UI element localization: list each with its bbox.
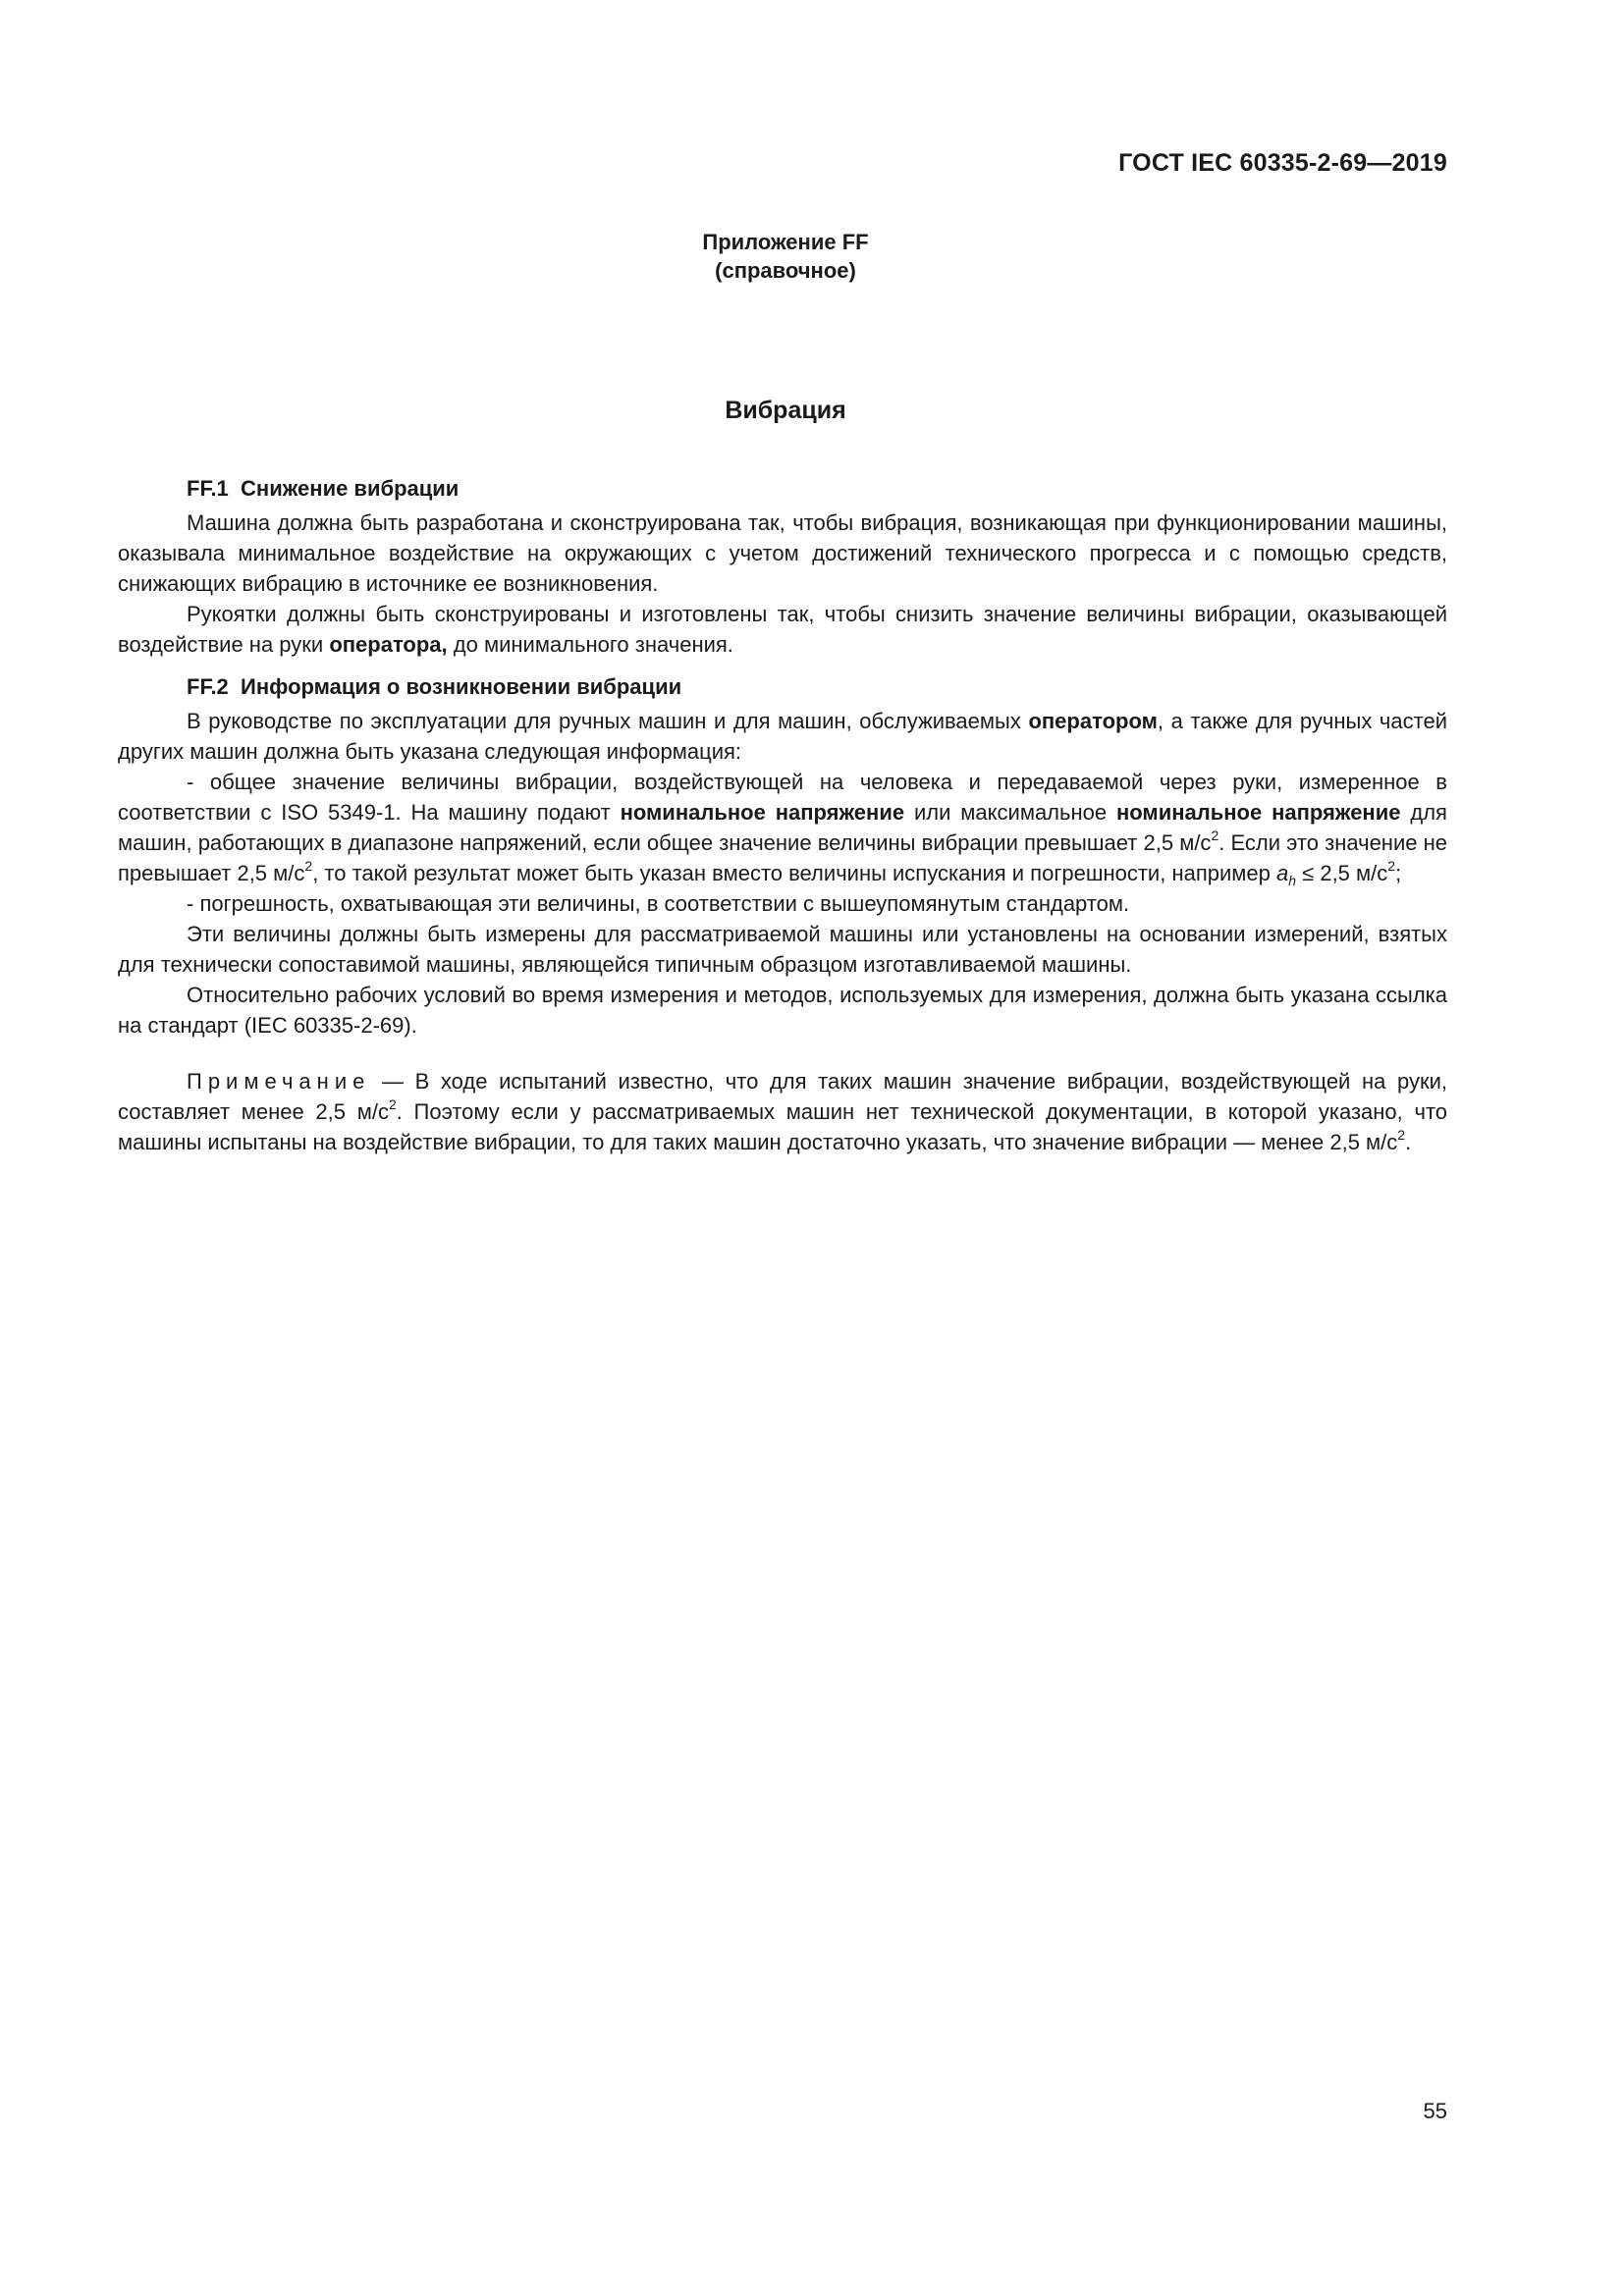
defined-term: оператором: [1028, 709, 1158, 733]
standard-designation: ГОСТ IEC 60335-2-69—2019: [1118, 149, 1447, 177]
section-title: Информация о возникновении вибрации: [241, 674, 682, 699]
section-number: FF.1: [187, 476, 229, 501]
section-number: FF.2: [187, 674, 229, 699]
paragraph: Эти величины должны быть измерены для рассматриваемой машины или установлены на основании измерений, взятых для технически сопоставимой машины, являющейся типичным образцом изготавливаемой машины.: [118, 922, 1447, 977]
paragraph: Относительно рабочих условий во время измерения и методов, используемых для измерения, должна быть указана ссылка на стандарт (IEC 60335-2-69).: [118, 983, 1447, 1038]
appendix-heading: [0, 228, 1571, 285]
list-item: - погрешность, охватывающая эти величины, в соответствии с вышеупомянутым стандартом.: [187, 891, 1130, 916]
variable: a: [1275, 861, 1289, 885]
appendix-type: (справочное): [715, 258, 856, 283]
defined-term: номинальное напряжение: [620, 800, 905, 825]
section-heading-ff1: [118, 473, 1447, 504]
section-title: Снижение вибрации: [241, 476, 460, 501]
note-label: Примечание: [187, 1069, 371, 1094]
note: Примечание — В ходе испытаний известно, что для таких машин значение вибрации, воздействующей на руки, составляет менее 2,5 $м/с^2$. Поэтому если у рассматриваемых машин нет технической документации, в которой указано, что машины испытаны на воздействие вибрации, то для таких машин достаточно указать, что значение вибрации — менее 2,5 $м/с^2$.: [118, 1069, 1448, 1154]
appendix-label: Приложение FF: [702, 230, 869, 254]
paragraph: Машина должна быть разработана и сконструирована так, чтобы вибрация, возникающая при функционировании машины, оказывала минимальное воздействие на окружающих с учетом достижений технического прогресса и с помощью средств, снижающих вибрацию в источнике ее возникновения.: [118, 510, 1447, 596]
paragraph: Рукоятки должны быть сконструированы и изготовлены так, чтобы снизить значение величины вибрации, оказывающей воздействие на руки оператора, до минимального значения.: [118, 602, 1447, 657]
document-body: [118, 473, 1447, 1157]
section-heading-ff2: [118, 671, 1447, 702]
defined-term: оператора,: [329, 632, 448, 657]
document-title: Вибрация: [725, 397, 846, 424]
list-item: - общее значение величины вибрации, воздействующей на человека и передаваемой через руки, измеренное в соответствии с ISO 5349-1. На машину подают номинальное напряжение или максимальное номинальное напряжение для машин, работающих в диапазоне напряжений, если общее значение величины вибрации превышает 2,5 $м/с^2$. Если это значение не превышает 2,5 $м/с^2$, то такой результат может быть указан вместо величины испускания и погрешности, например $a_h \le 2,5$ $м/с^2$;: [118, 770, 1447, 888]
defined-term: номинальное напряжение: [1115, 800, 1401, 825]
paragraph: В руководстве по эксплуатации для ручных машин и для машин, обслуживаемых оператором, а также для ручных частей других машин должна быть указана следующая информация:: [118, 709, 1447, 764]
page-number: 55: [1423, 2099, 1447, 2123]
